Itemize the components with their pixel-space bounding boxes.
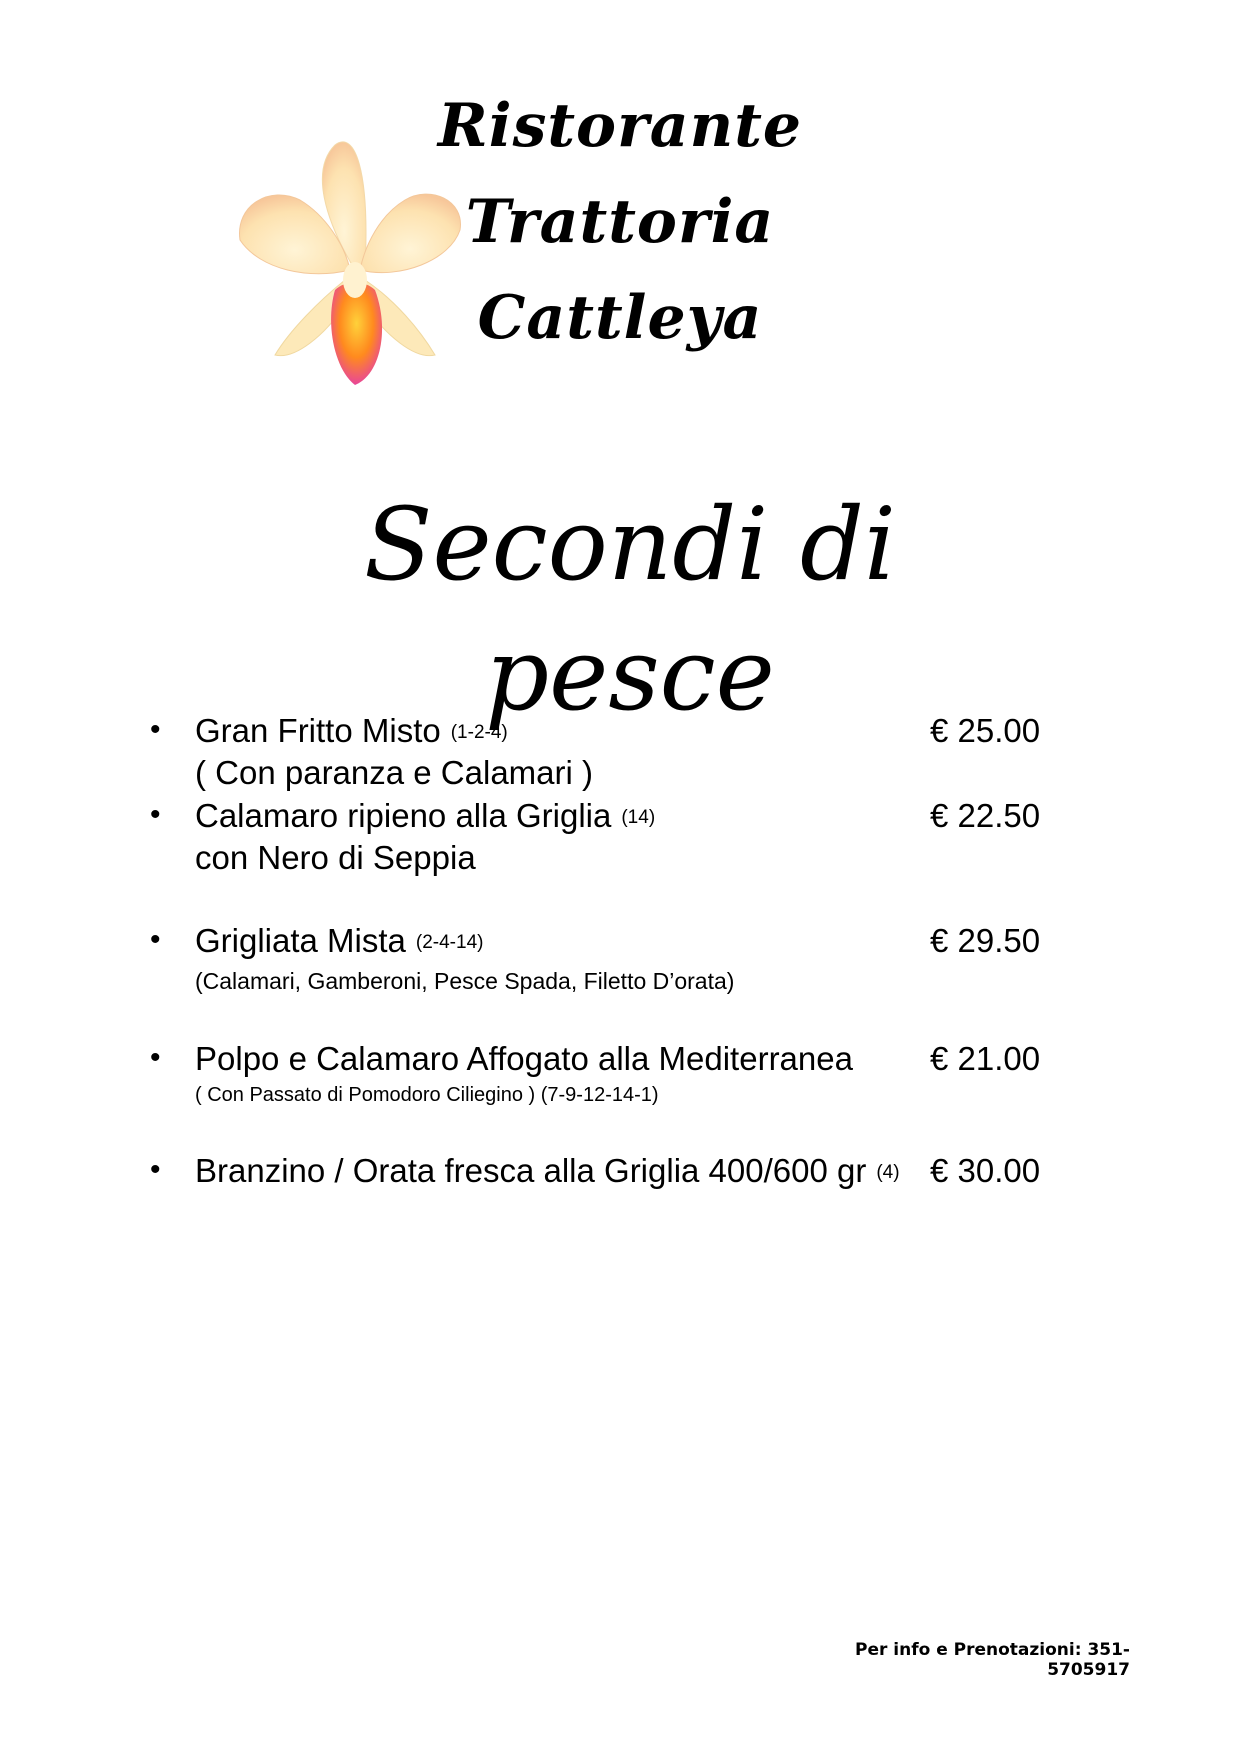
bullet-icon: • <box>150 923 161 956</box>
restaurant-name <box>340 78 900 366</box>
item-name: Branzino / Orata fresca alla Griglia 400/600 gr (4) <box>195 1152 900 1189</box>
item-allergens: (2-4-14) <box>415 932 484 954</box>
item-name: Gran Fritto Misto (1-2-4) <box>195 712 508 749</box>
item-allergens: (4) <box>876 1162 900 1184</box>
footer-contact: Per info e Prenotazioni: 351-5705917 <box>854 1640 1130 1680</box>
item-allergens: (1-2-4) <box>450 722 508 744</box>
brand-line1: Ristorante Trattoria <box>437 91 803 257</box>
item-price: € 22.50 <box>930 797 1041 834</box>
item-price: € 30.00 <box>930 1152 1041 1189</box>
item-name: Grigliata Mista (2-4-14) <box>195 922 484 959</box>
bullet-icon: • <box>150 798 161 831</box>
bullet-icon: • <box>150 1041 161 1074</box>
item-description: (Calamari, Gamberoni, Pesce Spada, Filetto D’orata) <box>195 968 735 994</box>
section-title: Secondi di pesce <box>363 486 897 733</box>
item-price: € 25.00 <box>930 712 1041 749</box>
item-description: ( Con Passato di Pomodoro Ciliegino ) (7-9-12-14-1) <box>195 1084 659 1106</box>
item-price: € 21.00 <box>930 1040 1041 1077</box>
brand-line2: Cattleya <box>477 283 763 353</box>
item-price: € 29.50 <box>930 922 1041 959</box>
item-allergens: (14) <box>621 807 656 829</box>
item-name: Polpo e Calamaro Affogato alla Mediterranea <box>195 1040 853 1077</box>
bullet-icon: • <box>150 713 161 746</box>
item-name: Calamaro ripieno alla Griglia (14) <box>195 797 656 834</box>
item-description: ( Con paranza e Calamari ) <box>195 754 593 791</box>
bullet-icon: • <box>150 1153 161 1186</box>
item-description: con Nero di Seppia <box>195 839 476 876</box>
